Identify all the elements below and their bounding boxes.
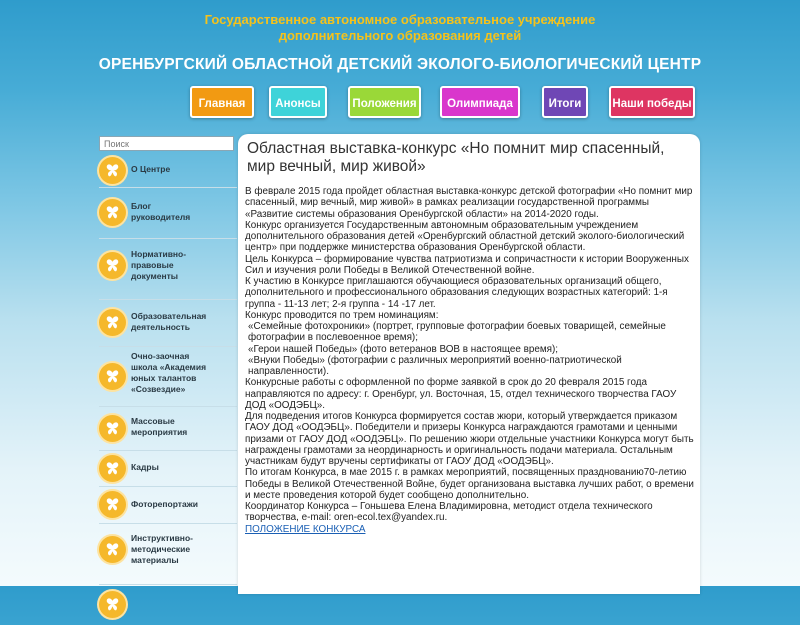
sidebar-item-events[interactable] xyxy=(99,407,237,451)
butterfly-icon xyxy=(99,536,126,563)
org-title-line1: Государственное автономное образовательное учреждение xyxy=(204,12,596,27)
nav-button-regulations[interactable]: Положения xyxy=(348,86,421,118)
article-paragraph: По итогам Конкурса, в мае 2015 г. в рамках мероприятий, посвященных празднованию70-летию Победы в Великой Отечественной Войне, будет организована выставка лучших работ, о времени и месте проведения которой будет сообщено дополнительно. xyxy=(245,467,694,501)
sidebar-item-label: Очно-заочная xyxy=(131,351,190,361)
article-paragraph: Для подведения итогов Конкурса формируется состав жюри, который утверждается приказом ГАОУ ДОД «ООДЭБЦ». Победители и призеры Конкурса награждаются грамотами и ценными призами от ГАОУ ДОД «ООДЭБЦ». По решению жюри отдельные участники Конкурса могут быть награждены грамотами за неординарность и оригинальность подачи материала. Остальным участникам будут вручены сертификаты от ГАОУ ДОД «ООДЭБЦ». xyxy=(245,411,694,467)
sidebar-item-label: правовые xyxy=(131,260,174,270)
butterfly-icon xyxy=(99,309,126,336)
article-paragraph: Конкурс организуется Государственным автономным образовательным учреждением дополнительного образования детей «Оренбургский областной детский эколого-биологический центр» при поддержке министерства образования Оренбургской области. xyxy=(245,219,685,254)
sidebar-item-label: Образовательная xyxy=(131,311,207,321)
sidebar-item-label: юных талантов xyxy=(131,373,197,383)
butterfly-icon xyxy=(99,491,126,518)
butterfly-icon xyxy=(99,415,126,442)
butterfly-icon xyxy=(99,363,126,390)
sidebar-item-about[interactable] xyxy=(99,152,237,188)
sidebar-item-label: О Центре xyxy=(131,164,171,174)
sidebar-item-label: Массовые xyxy=(131,416,175,426)
butterfly-icon xyxy=(99,455,126,482)
org-title-line2: дополнительного образования детей xyxy=(278,28,522,43)
article-title: Областная выставка-конкурс «Но помнит мир спасенный, мир вечный, мир живой» xyxy=(247,140,665,175)
nomination-item: «Семейные фотохроники» (портрет, групповые фотографии боевых товарищей, семейные фотографии в послевоенное время); xyxy=(248,321,666,344)
article-paragraph: Конкурс проводится по трем номинациям: xyxy=(245,309,439,321)
sidebar-item-label: школа «Академия xyxy=(131,362,207,372)
butterfly-icon xyxy=(99,252,126,279)
nav-button-olympiad[interactable]: Олимпиада xyxy=(440,86,520,118)
sidebar-item-documents[interactable] xyxy=(99,239,237,300)
sidebar-item-blog[interactable] xyxy=(99,188,237,239)
nav-button-our-victories[interactable]: Наши победы xyxy=(609,86,695,118)
butterfly-icon xyxy=(99,591,126,618)
sidebar-item-label: документы xyxy=(131,271,179,281)
search-input[interactable] xyxy=(99,136,234,151)
sidebar-item-methodical[interactable] xyxy=(99,524,237,585)
sidebar-item-staff[interactable] xyxy=(99,451,237,487)
article-body xyxy=(245,186,695,535)
sidebar-item-photo-reports[interactable] xyxy=(99,487,237,524)
butterfly-icon xyxy=(99,157,126,184)
sidebar-item-label: Инструктивно- xyxy=(131,533,193,543)
nomination-item: «Герои нашей Победы» (фото ветеранов ВОВ в настоящее время); xyxy=(248,343,559,355)
butterfly-icon xyxy=(99,199,126,226)
nav-button-announcements[interactable]: Анонсы xyxy=(269,86,327,118)
org-title xyxy=(0,12,800,44)
sidebar-item-label: «Созвездие» xyxy=(131,384,186,394)
nomination-item: «Внуки Победы» (фотографии с различных мероприятий военно-патриотической направленности). xyxy=(248,354,622,377)
sidebar-item-next[interactable] xyxy=(99,585,237,625)
article-paragraph: Координатор Конкурса – Гоньшева Елена Владимировна, методист отдела технического творчества, e-mail: oren-ecol.tex@yandex.ru. xyxy=(245,501,653,524)
article-paragraph: Конкурсные работы с оформленной по форме заявкой в срок до 20 февраля 2015 года направляются по адресу: г. Оренбург, ул. Восточная, 15, отдел технического творчества ГАОУ ДОД «ООДЭБЦ». xyxy=(245,377,677,411)
nav-button-results[interactable]: Итоги xyxy=(542,86,588,118)
sidebar-item-label: материалы xyxy=(131,555,179,565)
site-title: ОРЕНБУРГСКИЙ ОБЛАСТНОЙ ДЕТСКИЙ ЭКОЛОГО-БИОЛОГИЧЕСКИЙ ЦЕНТР xyxy=(98,56,702,73)
sidebar-item-label: Нормативно- xyxy=(131,249,187,259)
sidebar-item-label: деятельность xyxy=(131,322,190,332)
sidebar-item-label: Кадры xyxy=(131,462,159,472)
sidebar-item-school[interactable] xyxy=(99,347,237,407)
sidebar-item-label: методические xyxy=(131,544,191,554)
article-paragraph: Цель Конкурса – формирование чувства патриотизма и сопричастности к истории Вооруженных Сил и изучения роли Победы в Великой Отечественной войне. xyxy=(245,253,689,276)
article-paragraph: К участию в Конкурсе приглашаются обучающиеся образовательных организаций общего, дополнительного и профессионального образования следующих возрастных категорий: 1-я группа - 11-13 лет; 2-я группа - 14 -17 лет. xyxy=(245,276,668,310)
nav-button-home[interactable]: Главная xyxy=(190,86,254,118)
sidebar-item-education[interactable] xyxy=(99,300,237,347)
article-panel xyxy=(238,134,700,594)
sidebar-item-label: руководителя xyxy=(131,212,191,222)
sidebar-item-label: мероприятия xyxy=(131,427,188,437)
sidebar-item-label: Фоторепортажи xyxy=(131,499,198,509)
sidebar-item-label: Блог xyxy=(131,201,152,211)
regulations-link[interactable]: ПОЛОЖЕНИЕ КОНКУРСА xyxy=(245,523,366,535)
article-paragraph: В феврале 2015 года пройдет областная выставка-конкурс детской фотографии «Но помнит мир спасенный, мир вечный, мир живой» в рамках реализации государственной программы «Развитие системы образования Оренбургской области» на 2014-2020 годы. xyxy=(245,186,693,220)
